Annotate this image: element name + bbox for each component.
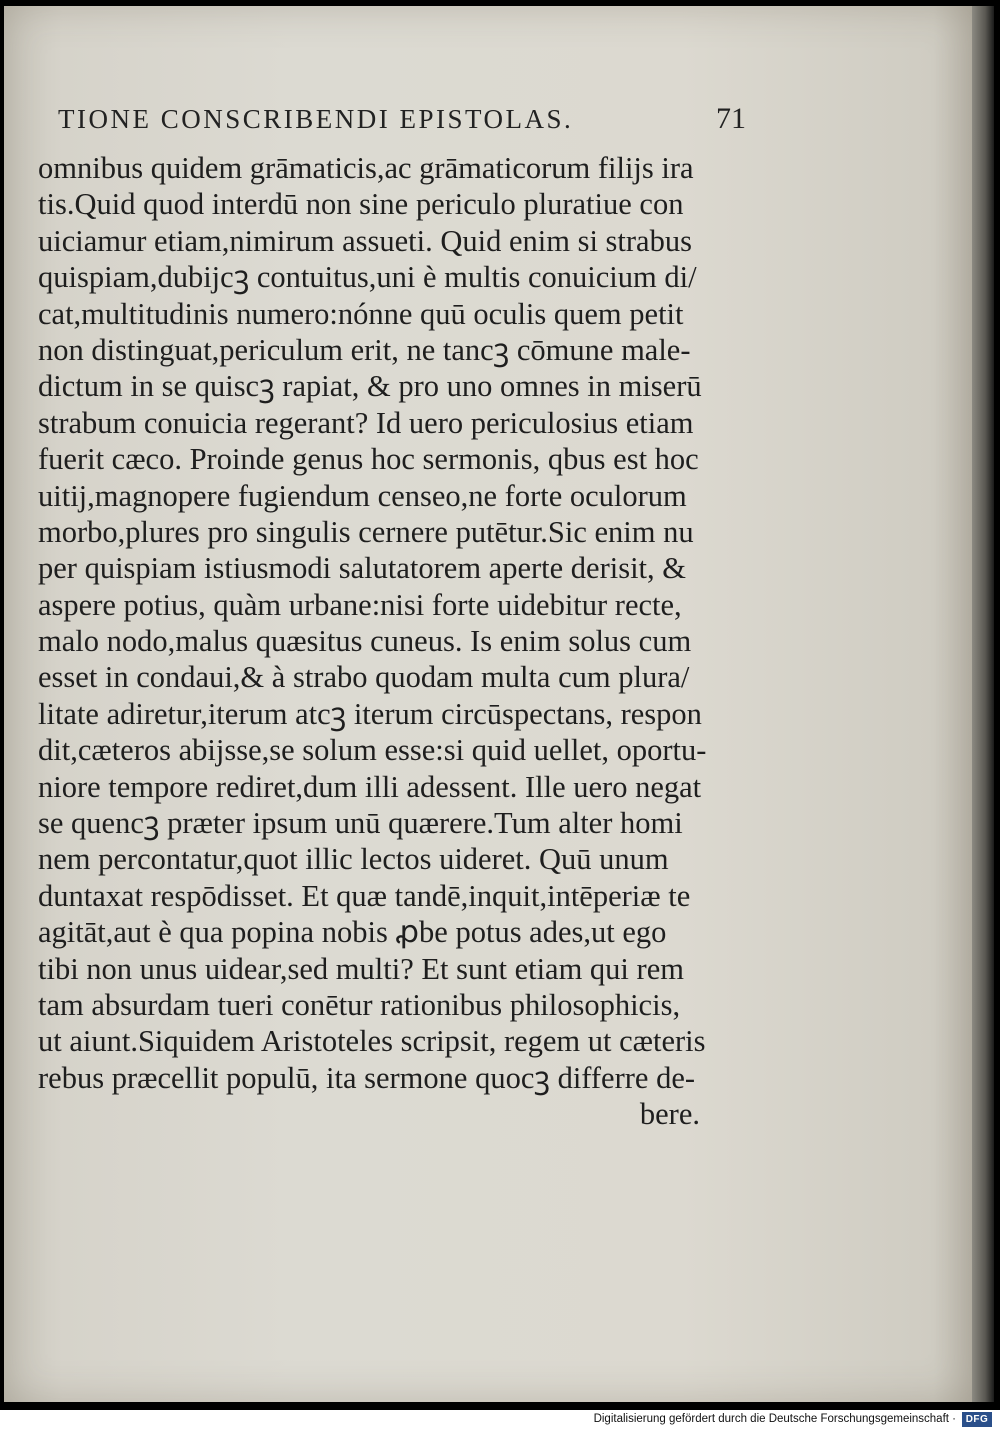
dfg-logo: DFG: [962, 1412, 992, 1427]
text-line: nem percontatur,quot illic lectos uideret. Quū unum: [38, 842, 669, 877]
text-line: quispiam,dubijcꝫ contuitus,uni è multis conuicium di/: [38, 260, 697, 295]
text-line: dictum in se quiscꝫ rapiat, & pro uno omnes in miserū: [38, 369, 702, 404]
funding-credit: Digitalisierung gefördert durch die Deutsche Forschungsgemeinschaft ·: [593, 1413, 956, 1425]
text-line: tibi non unus uidear,sed multi? Et sunt etiam qui rem: [38, 951, 684, 986]
text-line: se quencꝫ præter ipsum unū quærere.Tum alter homi: [38, 806, 683, 841]
body-text: [38, 150, 718, 1133]
text-line: per quispiam istiusmodi salutatorem aperte derisit, &: [38, 551, 686, 586]
text-line: malo nodo,malus quæsitus cuneus. Is enim solus cum: [38, 624, 692, 659]
page-number: 71: [716, 102, 746, 135]
running-head: TIONE CONSCRIBENDI EPISTOLAS.: [58, 104, 574, 134]
text-line: litate adiretur,iterum atcꝫ iterum circūspectans, respon: [38, 696, 702, 731]
text-line: omnibus quidem grāmaticis,ac grāmaticorum filijs ira: [38, 151, 694, 185]
page-edge-shadow: [972, 6, 994, 1402]
text-line: fuerit cæco. Proinde genus hoc sermonis, qbus est hoc: [38, 442, 699, 477]
text-line: niore tempore rediret,dum illi adessent. Ille uero negat: [38, 769, 702, 804]
text-line: tis.Quid quod interdū non sine periculo pluratiue con: [38, 187, 684, 222]
text-line: agitāt,aut è qua popina nobis ꝓbe potus ades,ut ego: [38, 915, 667, 950]
text-line: tam absurdam tueri conētur rationibus philosophicis,: [38, 987, 681, 1022]
text-line: cat,multitudinis numero:nónne quū oculis quem petit: [38, 296, 684, 331]
text-line: strabum conuicia regerant? Id uero periculosius etiam: [38, 405, 694, 440]
text-line: uitij,magnopere fugiendum censeo,ne forte oculorum: [38, 478, 687, 513]
catchword: bere.: [639, 1097, 700, 1132]
text-line: aspere potius, quàm urbane:nisi forte uidebitur recte,: [38, 587, 682, 622]
text-line: duntaxat respōdisset. Et quæ tandē,inquit,intēperiæ te: [38, 878, 691, 913]
text-line: rebus præcellit populū, ita sermone quocꝫ differre de-: [38, 1060, 696, 1095]
text-line: non distinguat,periculum erit, ne tancꝫ cōmune male-: [38, 332, 691, 367]
text-line: esset in condaui,& à strabo quodam multa cum plura/: [38, 660, 690, 695]
text-line: uiciamur etiam,nimirum assueti. Quid enim si strabus: [38, 223, 692, 258]
text-line: ut aiunt.Siquidem Aristoteles scripsit, regem ut cæteris: [38, 1024, 706, 1059]
text-line: dit,cæteros abijsse,se solum esse:si quid uellet, oportu-: [38, 733, 707, 768]
text-line: morbo,plures pro singulis cernere putētur.Sic enim nu: [38, 514, 694, 549]
